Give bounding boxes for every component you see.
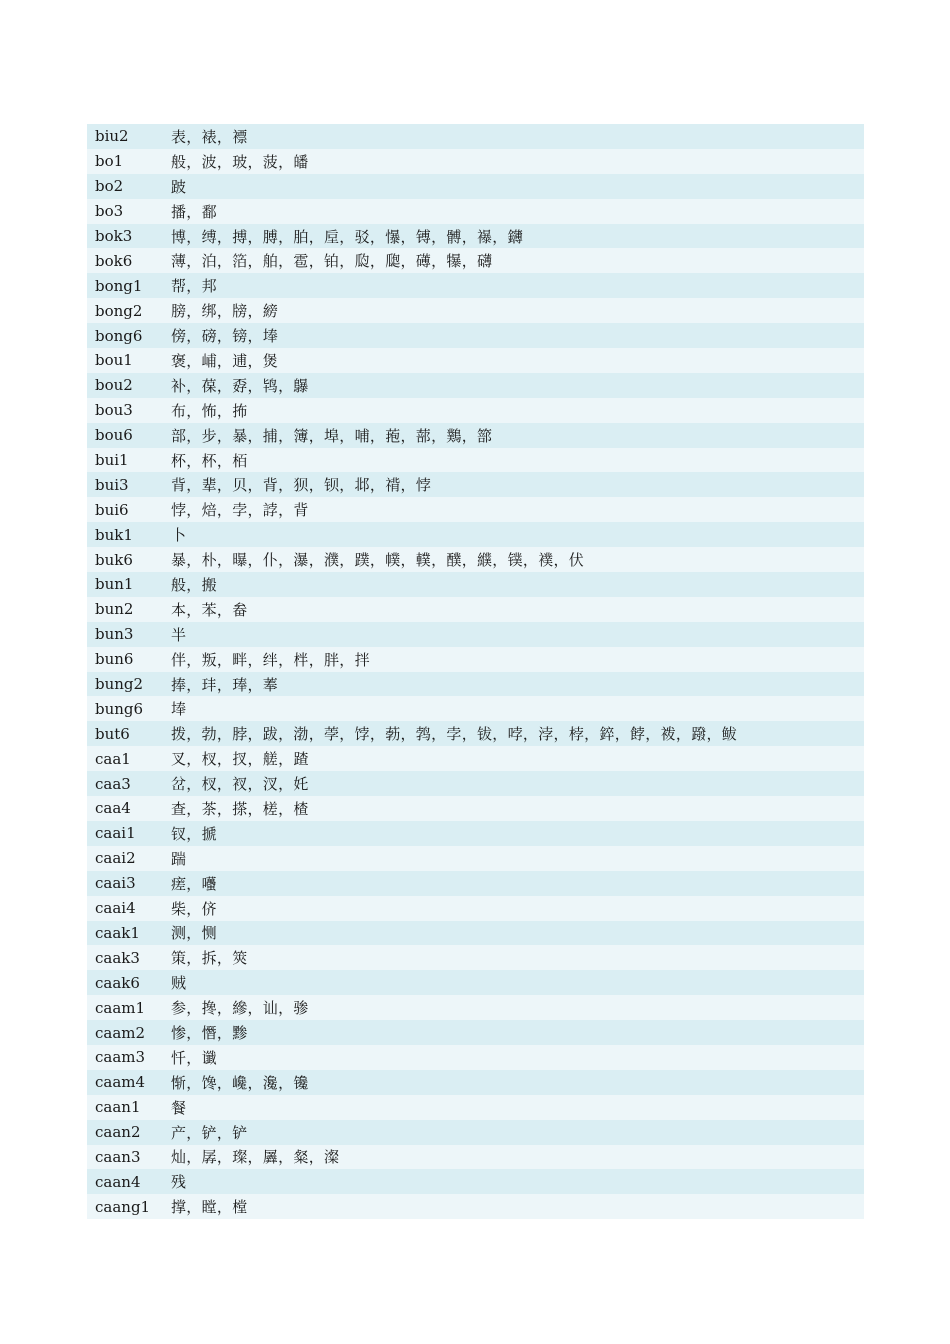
table-row <box>87 1120 864 1145</box>
characters-cell: 贼 <box>171 974 187 993</box>
characters-cell: 薄，泊，箔，舶，雹，铂，瓝，瓟，礡，犦，礴 <box>171 252 493 271</box>
table-row <box>87 696 864 721</box>
romanization-cell: bou2 <box>95 376 133 395</box>
romanization-cell: caam1 <box>95 998 146 1017</box>
table-row <box>87 746 864 771</box>
romanization-cell: caai2 <box>95 849 136 868</box>
characters-cell: 钗，搋 <box>171 824 217 843</box>
romanization-cell: bok3 <box>95 227 133 245</box>
table-row <box>87 522 864 547</box>
table-row <box>87 149 864 174</box>
table-row <box>87 373 864 398</box>
characters-cell: 杯，杯，栢 <box>171 451 248 470</box>
characters-cell: 部，步，暴，捕，簿，埠，哺，菢，蔀，䴆，篰 <box>171 426 493 445</box>
table-row <box>87 970 864 995</box>
romanization-cell: bong2 <box>95 301 143 320</box>
table-row <box>87 323 864 348</box>
romanization-cell: buk1 <box>95 525 133 544</box>
table-row <box>87 1045 864 1070</box>
romanization-cell: bou1 <box>95 351 133 370</box>
romanization-cell: caa1 <box>95 749 131 768</box>
characters-cell: 惭，馋，巉，瀺，镵 <box>171 1073 309 1092</box>
romanization-cell: caai3 <box>95 874 136 893</box>
romanization-cell: caam3 <box>95 1048 146 1067</box>
table-row <box>87 472 864 497</box>
characters-cell: 参，搀，縿，讪，骖 <box>171 999 309 1018</box>
characters-cell: 残 <box>171 1173 187 1192</box>
table-row <box>87 672 864 697</box>
romanization-cell: caan1 <box>95 1098 141 1117</box>
table-row <box>87 597 864 622</box>
romanization-cell: bong1 <box>95 276 143 295</box>
romanization-cell: bo2 <box>95 177 124 196</box>
table-row <box>87 1145 864 1170</box>
romanization-cell: bui6 <box>95 500 129 519</box>
table-row <box>87 896 864 921</box>
characters-cell: 撑，瞠，樘 <box>171 1198 248 1217</box>
romanization-cell: caan2 <box>95 1123 141 1142</box>
table-row <box>87 721 864 746</box>
characters-cell: 卜 <box>171 526 187 545</box>
romanization-cell: bo1 <box>95 152 124 171</box>
table-row <box>87 448 864 473</box>
romanization-cell: caam2 <box>95 1023 146 1042</box>
table-row <box>87 298 864 323</box>
table-row <box>87 497 864 522</box>
table-row <box>87 248 864 273</box>
characters-cell: 褒，峬，逋，煲 <box>171 351 279 370</box>
characters-cell: 傍，磅，镑，埲 <box>171 327 279 346</box>
table-row <box>87 124 864 149</box>
romanization-cell: bun2 <box>95 600 134 619</box>
characters-cell: 灿，孱，璨，羼，粲，澯 <box>171 1148 340 1167</box>
table-row <box>87 224 864 249</box>
romanization-cell: bou3 <box>95 401 133 420</box>
romanization-cell: caai4 <box>95 899 136 918</box>
romanization-cell: bui3 <box>95 475 129 494</box>
table-row <box>87 921 864 946</box>
romanization-cell: but6 <box>95 724 130 743</box>
table-row <box>87 348 864 373</box>
romanization-cell: bo3 <box>95 202 124 221</box>
table-row <box>87 423 864 448</box>
table-row <box>87 398 864 423</box>
table-row <box>87 771 864 796</box>
table-row <box>87 821 864 846</box>
romanization-cell: bun3 <box>95 625 134 644</box>
characters-cell: 布，怖，抪 <box>171 401 248 420</box>
characters-cell: 博，缚，搏，膊，胉，垕，驳，懪，镈，髆，襮，鑮 <box>171 227 523 246</box>
table-row <box>87 796 864 821</box>
romanization-cell: caa3 <box>95 774 131 793</box>
romanization-cell: caam4 <box>95 1073 146 1092</box>
table-row <box>87 622 864 647</box>
romanization-cell: bung2 <box>95 675 144 694</box>
table-row <box>87 1194 864 1219</box>
characters-cell: 般，搬 <box>171 575 217 594</box>
table-row <box>87 547 864 572</box>
table-row <box>87 871 864 896</box>
table-row <box>87 1020 864 1045</box>
characters-cell: 踹 <box>171 849 187 868</box>
table-row <box>87 945 864 970</box>
romanization-cell: bung6 <box>95 699 144 718</box>
characters-cell: 瘥，囆 <box>171 874 217 893</box>
romanization-cell: bong6 <box>95 326 143 345</box>
romanization-cell: caang1 <box>95 1197 151 1216</box>
characters-cell: 伴，叛，畔，绊，柈，胖，拌 <box>171 650 370 669</box>
characters-cell: 埲 <box>171 700 187 719</box>
characters-cell: 拨，勃，脖，跋，渤，荸，饽，葧，鹁，孛，钹，哱，浡，桲，錊，餑，袯，蹳，鲅 <box>171 725 738 744</box>
romanization-cell: caan4 <box>95 1172 141 1191</box>
romanization-cell: caa4 <box>95 799 131 818</box>
characters-cell: 测，恻 <box>171 924 217 943</box>
table-row <box>87 199 864 224</box>
characters-cell: 查，茶，搽，槎，楂 <box>171 799 309 818</box>
characters-cell: 惨，憯，黪 <box>171 1024 248 1042</box>
romanization-cell: bui1 <box>95 451 129 470</box>
characters-cell: 本，苯，畚 <box>171 600 248 619</box>
characters-cell: 帮，邦 <box>171 277 217 296</box>
characters-cell: 表，裱，褾 <box>171 127 248 146</box>
characters-cell: 膀，绑，牓，縍 <box>171 302 279 321</box>
characters-cell: 跛 <box>171 177 187 196</box>
pronunciation-table <box>87 124 864 1219</box>
characters-cell: 柴，侪 <box>171 899 217 918</box>
romanization-cell: caan3 <box>95 1147 141 1166</box>
table-row <box>87 572 864 597</box>
romanization-cell: caak3 <box>95 948 140 967</box>
characters-cell: 暴，朴，曝，仆，瀑，濮，蹼，幞，轐，醭，纀，镤，襆，伏 <box>171 551 585 570</box>
characters-cell: 补，葆，孬，鸨，鸔 <box>171 376 309 395</box>
table-row <box>87 1095 864 1120</box>
characters-cell: 般，波，玻，菠，皤 <box>171 152 309 171</box>
romanization-cell: caak1 <box>95 923 140 942</box>
table-row <box>87 273 864 298</box>
characters-cell: 悖，焙，孛，誖，背 <box>171 501 309 520</box>
romanization-cell: caai1 <box>95 824 136 843</box>
romanization-cell: bun1 <box>95 575 134 594</box>
characters-cell: 忏，谶 <box>171 1048 217 1067</box>
characters-cell: 岔，杈，衩，汊，奼 <box>171 775 309 794</box>
characters-cell: 半 <box>171 625 187 644</box>
characters-cell: 捧，玤，琫，菶 <box>171 675 279 694</box>
romanization-cell: bun6 <box>95 650 134 669</box>
table-row <box>87 846 864 871</box>
romanization-cell: biu2 <box>95 127 129 146</box>
characters-cell: 策，拆，筴 <box>171 949 248 968</box>
table-row <box>87 995 864 1020</box>
characters-cell: 叉，杈，扠，艖，蹅 <box>171 750 309 769</box>
table-row <box>87 174 864 199</box>
characters-cell: 餐 <box>171 1098 187 1117</box>
table-row <box>87 1070 864 1095</box>
table-row <box>87 1169 864 1194</box>
romanization-cell: bou6 <box>95 426 133 445</box>
table-row <box>87 647 864 672</box>
characters-cell: 播，鄱 <box>171 202 217 221</box>
characters-cell: 产，铲，铲 <box>171 1123 248 1142</box>
characters-cell: 背，辈，贝，背，狈，钡，邶，禙，悖 <box>171 476 432 495</box>
romanization-cell: buk6 <box>95 550 133 569</box>
romanization-cell: caak6 <box>95 973 140 992</box>
romanization-cell: bok6 <box>95 251 133 270</box>
